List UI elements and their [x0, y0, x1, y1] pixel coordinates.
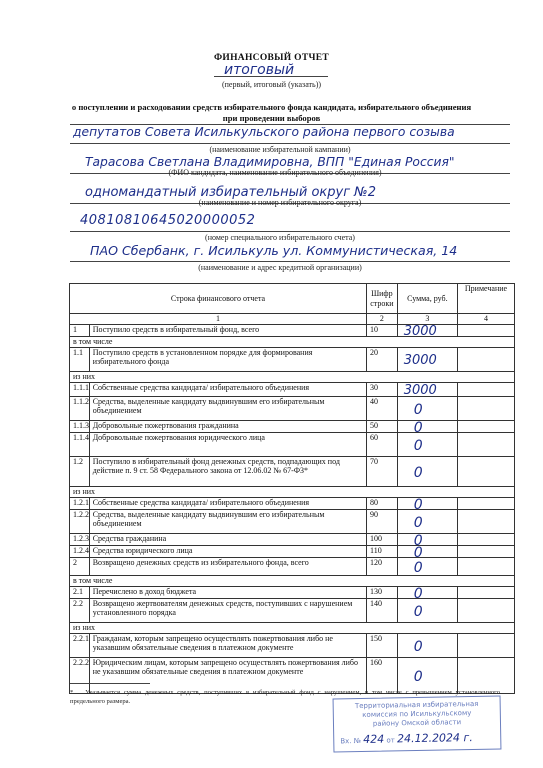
- header-line: Строка финансового отчета: [70, 284, 367, 314]
- table-row: [70, 633, 515, 657]
- row-name: Добровольные пожертвования гражданина: [89, 420, 366, 432]
- row-number: 1.1.3: [70, 420, 90, 432]
- row-sum-value: 3000: [403, 352, 437, 368]
- header-num-2: 2: [367, 314, 398, 325]
- header-num-4: 4: [457, 314, 514, 325]
- row-code: 150: [367, 633, 398, 657]
- row-note: [457, 497, 514, 509]
- row-note: [457, 420, 514, 432]
- row-note: [457, 324, 514, 336]
- row-code: 40: [367, 396, 398, 420]
- table-span-row: [70, 575, 515, 586]
- table-row: [70, 456, 515, 486]
- row-code: 30: [367, 382, 398, 396]
- row-code: 120: [367, 557, 398, 575]
- row-note: [457, 456, 514, 486]
- row-sum: [397, 532, 457, 549]
- stamp-in-number: 424: [363, 732, 385, 746]
- span-row-text: из них: [70, 371, 515, 382]
- registration-stamp: [333, 696, 502, 753]
- row-number: 2.2.1: [70, 633, 90, 657]
- table-row: [70, 586, 515, 598]
- row-sum: [397, 544, 457, 561]
- row-name: Гражданам, которым запрещено осуществлять пожертвования либо не указавшим обязательные сведения в платежном документе: [89, 633, 366, 657]
- row-sum-value: 0: [413, 544, 423, 561]
- financial-report-table: [69, 283, 515, 694]
- row-number: 2.2: [70, 598, 90, 622]
- table-row: [70, 509, 515, 533]
- report-subtitle-line2: при проведении выборов: [222, 113, 321, 123]
- row-name: Средства, выделенные кандидату выдвинувшим его избирательным объединением: [89, 396, 366, 420]
- district-value: одномандатный избирательный округ №2: [85, 185, 376, 200]
- table-span-row: [70, 622, 515, 633]
- stamp-date: 24.12.2024 г.: [396, 731, 473, 746]
- row-sum: [397, 633, 457, 657]
- row-note: [457, 598, 514, 622]
- span-row-text: из них: [70, 622, 515, 633]
- row-note: [457, 533, 514, 545]
- row-note: [457, 586, 514, 598]
- table-row: [70, 420, 515, 432]
- table-row: [70, 347, 515, 371]
- candidate-caption: (ФИО кандидата, наименование избирательного объединения): [168, 168, 382, 177]
- table-span-row: [70, 486, 515, 497]
- row-code: 10: [367, 324, 398, 336]
- row-note: [457, 633, 514, 657]
- row-number: 1: [70, 324, 90, 336]
- account-value: 40810810645020000052: [80, 213, 256, 228]
- header-code: Шифр строки: [367, 284, 398, 314]
- row-name: Возвращено жертвователям денежных средств, поступивших с нарушением установленного порядка: [89, 598, 366, 622]
- row-note: [457, 557, 514, 575]
- row-sum-value: 0: [413, 603, 423, 620]
- table-row: [70, 382, 515, 396]
- row-code: 60: [367, 432, 398, 456]
- row-sum-value: 0: [413, 585, 423, 602]
- row-note: [457, 432, 514, 456]
- row-sum-value: 0: [413, 464, 423, 481]
- row-sum: [397, 382, 457, 396]
- row-sum: [397, 509, 457, 533]
- row-sum-value: 0: [413, 401, 423, 418]
- row-number: 1.1: [70, 347, 90, 371]
- row-note: [457, 509, 514, 533]
- campaign-value: депутатов Совета Исилькульского района первого созыва: [73, 125, 455, 139]
- row-number: 2.2.2: [70, 657, 90, 693]
- row-note: [457, 382, 514, 396]
- table-row: [70, 545, 515, 557]
- row-sum-value: 0: [413, 514, 423, 531]
- row-code: 20: [367, 347, 398, 371]
- row-sum-value: 3000: [403, 323, 437, 339]
- district-caption: (наименование и номер избирательного округа): [198, 198, 362, 207]
- row-sum-value: 0: [413, 532, 423, 549]
- row-name: Возвращено денежных средств из избирательного фонда, всего: [89, 557, 366, 575]
- stamp-line-1: Территориальная избирательная: [354, 699, 479, 711]
- row-sum: [397, 456, 457, 486]
- account-caption: (номер специального избирательного счета): [205, 233, 355, 242]
- span-row-text: из них: [70, 486, 515, 497]
- row-number: 1.2.1: [70, 497, 90, 509]
- bank-line: [70, 261, 510, 262]
- row-sum: [397, 557, 457, 575]
- table-row: [70, 432, 515, 456]
- footnote-divider: [70, 683, 150, 684]
- row-name: Добровольные пожертвования юридического лица: [89, 432, 366, 456]
- row-name: Средства юридического лица: [89, 545, 366, 557]
- report-title: ФИНАНСОВЫЙ ОТЧЕТ: [213, 53, 330, 63]
- row-number: 1.2.4: [70, 545, 90, 557]
- row-sum-value: 0: [413, 419, 423, 436]
- row-number: 1.2: [70, 456, 90, 486]
- candidate-value: Тарасова Светлана Владимировна, ВПП "Единая Россия": [85, 155, 455, 169]
- report-subtitle-line1: о поступлении и расходовании средств избирательного фонда кандидата, избирательного объединения: [71, 102, 472, 112]
- row-code: 80: [367, 497, 398, 509]
- row-code: 110: [367, 545, 398, 557]
- row-code: 100: [367, 533, 398, 545]
- row-sum-value: 0: [413, 559, 423, 576]
- row-note: [457, 545, 514, 557]
- bank-caption: (наименование и адрес кредитной организации): [198, 263, 362, 272]
- row-sum-value: 0: [413, 437, 423, 454]
- campaign-caption: (наименование избирательной кампании): [209, 145, 351, 154]
- row-name: Собственные средства кандидата/ избирательного объединения: [89, 497, 366, 509]
- campaign-line: [70, 143, 510, 144]
- row-number: 1.1.4: [70, 432, 90, 456]
- row-name: Средства гражданина: [89, 533, 366, 545]
- row-number: 1.2.3: [70, 533, 90, 545]
- row-number: 1.1.1: [70, 382, 90, 396]
- table-row: [70, 598, 515, 622]
- table-row: [70, 533, 515, 545]
- row-name: Перечислено в доход бюджета: [89, 586, 366, 598]
- row-code: 90: [367, 509, 398, 533]
- row-name: Средства, выделенные кандидату выдвинувшим его избирательным объединением: [89, 509, 366, 533]
- row-name: Поступило в избирательный фонд денежных средств, подпадающих под действие п. 9 ст. 58 Федерального закона от 12.06.02 № 67-ФЗ*: [89, 456, 366, 486]
- stamp-line-3: району Омской области: [372, 718, 462, 728]
- row-name: Юридическим лицам, которым запрещено осуществлять пожертвования либо не указавшим обязательные сведения в платежном документе: [89, 657, 366, 693]
- row-code: 50: [367, 420, 398, 432]
- bank-value: ПАО Сбербанк, г. Исилькуль ул. Коммунистическая, 14: [90, 243, 458, 258]
- row-number: 1.1.2: [70, 396, 90, 420]
- row-number: 1.2.2: [70, 509, 90, 533]
- row-sum: [397, 585, 457, 602]
- table-row: [70, 396, 515, 420]
- account-line: [70, 231, 510, 232]
- footnote-mark: *: [70, 689, 74, 696]
- row-sum: [397, 323, 457, 339]
- row-note: [457, 396, 514, 420]
- row-sum: [397, 598, 457, 622]
- header-note: Примечание: [457, 284, 514, 314]
- table-span-row: [70, 336, 515, 347]
- row-sum: [397, 419, 457, 436]
- footnote-text: Указывается сумма денежных средств, поступивших в избирательный фонд с нарушением, в том числе с превышением установленного предельного размера.: [70, 689, 500, 705]
- row-sum: [397, 496, 457, 513]
- row-number: 2: [70, 557, 90, 575]
- span-row-text: в том числе: [70, 575, 515, 586]
- row-name: Собственные средства кандидата/ избирательного объединения: [89, 382, 366, 396]
- row-number: 2.1: [70, 586, 90, 598]
- row-code: 70: [367, 456, 398, 486]
- header-num-1: 1: [70, 314, 367, 325]
- row-code: 140: [367, 598, 398, 622]
- row-code: 160: [367, 657, 398, 693]
- header-num-3: 3: [397, 314, 457, 325]
- row-sum-value: 0: [413, 638, 423, 655]
- report-kind-caption: (первый, итоговый (указать)): [221, 80, 322, 89]
- table-row: [70, 324, 515, 336]
- table-row: [70, 557, 515, 575]
- row-note: [457, 347, 514, 371]
- table-span-row: [70, 371, 515, 382]
- row-sum: [397, 347, 457, 371]
- table-body: [70, 324, 515, 693]
- table-row: [70, 497, 515, 509]
- row-code: 130: [367, 586, 398, 598]
- row-sum: [397, 396, 457, 420]
- row-name: Поступило средств в установленном порядке для формирования избирательного фонда: [89, 347, 366, 371]
- row-sum-value: 0: [413, 496, 423, 513]
- stamp-in-prefix: Вх. №: [340, 736, 362, 746]
- row-name: Поступило средств в избирательный фонд, всего: [89, 324, 366, 336]
- row-sum: [397, 432, 457, 456]
- stamp-line-4: [334, 733, 500, 747]
- header-sum: Сумма, руб.: [397, 284, 457, 314]
- row-sum-value: 0: [413, 668, 423, 685]
- stamp-line-2: комиссия по Исилькульскому: [362, 709, 472, 719]
- span-row-text: в том числе: [70, 336, 515, 347]
- report-kind-value: итоговый: [224, 62, 295, 78]
- stamp-from: от: [386, 736, 395, 745]
- row-sum-value: 3000: [403, 382, 437, 398]
